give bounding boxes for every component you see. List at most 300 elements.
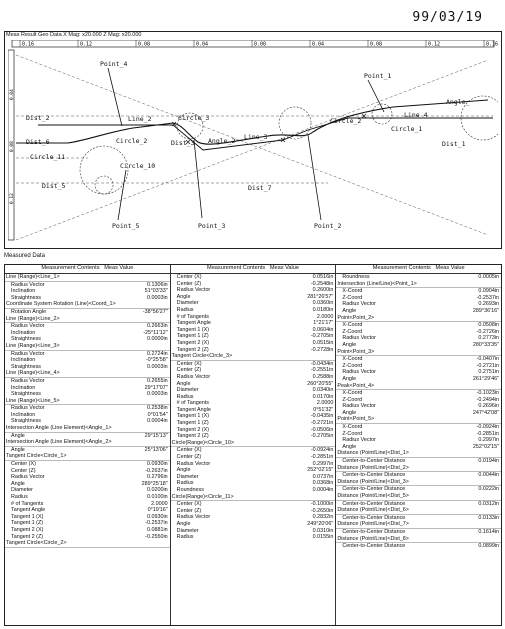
row-value: 281°26'57" — [307, 293, 334, 300]
row-label: Center (X) — [176, 447, 202, 454]
table-row — [336, 431, 501, 438]
row-label: Straightness — [11, 363, 41, 370]
row-label: Tangent 1 (Z) — [176, 333, 209, 340]
table-row — [5, 364, 170, 371]
row-value: -0.2637in — [145, 467, 168, 474]
row-value: 0.0003in — [146, 363, 168, 370]
row-label: Roundness — [342, 274, 370, 280]
row-value: -0.2728in — [310, 346, 334, 353]
label-line-4: Line_4 — [404, 111, 428, 119]
table-row — [171, 480, 336, 487]
row-label: Center-to-Center Distance — [342, 458, 406, 465]
x-tick-label: 0.16 — [486, 41, 498, 48]
row-value: 0.0100in — [146, 494, 168, 500]
table-row — [5, 540, 170, 548]
table-row — [336, 521, 501, 529]
x-tick-label: 0.00 — [254, 41, 267, 48]
row-label: Point<Point_3> — [337, 348, 375, 355]
row-value: 0.0899in — [478, 543, 500, 550]
point-4-leader — [108, 68, 122, 126]
row-label: Angle — [176, 380, 191, 387]
row-label: Radius Vector — [176, 373, 211, 380]
row-label: # of Tangents — [11, 500, 44, 507]
table-row — [336, 369, 501, 376]
label-circle-1: Circle_1 — [391, 125, 423, 133]
row-value — [116, 439, 170, 446]
label-line-3: Line_3 — [244, 133, 268, 141]
y-tick-label: 0.12 — [10, 193, 15, 204]
row-label: X-Coord — [342, 390, 363, 397]
row-value: 252°02'15" — [472, 443, 500, 450]
table-row — [336, 515, 501, 522]
connector-lines — [108, 68, 384, 220]
label-point-3: Point_3 — [198, 222, 226, 230]
row-value: -0.2548in — [310, 280, 334, 287]
row-label: Rotation Angle — [11, 308, 47, 315]
table-row — [5, 527, 170, 534]
row-label: Tangent Circle<Circle_2> — [6, 540, 67, 547]
row-value: 2.0000 — [316, 313, 334, 320]
row-label: Center (Z) — [176, 367, 202, 374]
plot-title: Meas Result Geo Data X Mag: x20.000 Z Mag: x20.000 — [6, 32, 142, 38]
table-row — [5, 288, 170, 295]
row-value: 0.0005in — [478, 274, 500, 280]
row-label: Line (Range)<Line_3> — [6, 342, 60, 349]
table-row — [171, 467, 336, 474]
row-value: 0.0000in — [146, 336, 168, 343]
x-tick-label: 0.08 — [370, 41, 383, 48]
point-1-leader — [368, 80, 384, 112]
circle-10-shape — [80, 146, 128, 194]
row-label: Z-Coord — [342, 430, 363, 437]
circle-2-shape — [279, 107, 311, 139]
row-label: Intersection Angle (Line Element)<Angle_2> — [6, 439, 112, 446]
row-label: Tangent 2 (Z) — [176, 433, 209, 440]
row-value — [447, 315, 501, 322]
row-label: Roundness — [176, 487, 204, 493]
row-value: 0.2997in — [312, 460, 334, 467]
row-value — [447, 281, 501, 288]
table-row — [336, 529, 501, 536]
table-row — [336, 363, 501, 370]
row-value: 0.0310in — [312, 527, 334, 534]
row-value: -0.2721in — [310, 420, 334, 427]
row-label: Straightness — [11, 391, 41, 398]
table-row — [171, 501, 336, 508]
table-row — [171, 433, 336, 440]
table-row — [336, 335, 501, 342]
table-row — [336, 308, 501, 315]
row-label: Tangent 1 (Z) — [11, 520, 44, 527]
row-value: 0.2724in — [146, 350, 168, 357]
row-value: 280°33'35" — [472, 341, 500, 348]
row-label: Tangent 1 (Z) — [176, 420, 209, 427]
row-label: Tangent 2 (Z) — [11, 533, 44, 540]
row-value: 0.0180in — [312, 306, 334, 313]
table-row — [171, 413, 336, 420]
row-label: Tangent 2 (X) — [176, 339, 210, 346]
row-label: Angle — [342, 307, 357, 314]
row-label: Center (X) — [11, 461, 36, 468]
row-label: Angle — [342, 341, 357, 348]
row-label: Radius Vector — [342, 301, 376, 308]
table-row — [5, 295, 170, 302]
row-value: 2.0000 — [316, 400, 334, 407]
table-row — [336, 315, 501, 323]
row-value: 0.0604in — [312, 326, 334, 333]
row-value: 247°42'08" — [472, 409, 500, 416]
measured-data-label: Measured Data — [4, 253, 46, 259]
label-point-2: Point_2 — [314, 222, 342, 230]
row-value — [281, 440, 335, 447]
table-row — [336, 281, 501, 289]
row-label: Angle — [176, 293, 191, 300]
x-tick-label: 0.12 — [80, 41, 93, 48]
row-label: Distance (Point/Line)<Dist_6> — [337, 507, 409, 514]
row-value: 0.2663in — [146, 323, 168, 330]
row-value — [447, 465, 501, 472]
table-row — [336, 397, 501, 404]
row-label: Line (Range)<Line_4> — [6, 370, 60, 377]
row-label: Center (Z) — [11, 467, 36, 474]
row-value — [447, 383, 501, 390]
report-date: 99/03/19 — [412, 10, 483, 25]
table-row — [171, 307, 336, 314]
label-point-4: Point_4 — [100, 60, 128, 68]
table-row — [171, 407, 336, 414]
row-value — [116, 301, 170, 308]
row-value: 0.0930in — [146, 461, 168, 468]
row-label: Distance (Point/Line)<Dist_1> — [337, 450, 409, 457]
row-label: Radius — [11, 494, 28, 500]
table-row — [336, 543, 501, 550]
row-value: 0.2751in — [478, 369, 500, 376]
column-header: Measurement Contents Meas Value — [336, 265, 501, 274]
row-label: Radius Vector — [176, 460, 211, 467]
label-point-1: Point_1 — [364, 72, 392, 80]
table-row — [5, 282, 170, 289]
row-value — [116, 274, 170, 281]
label-dist-2: Dist_2 — [26, 114, 50, 122]
table-row — [336, 437, 501, 444]
row-value: -0.2550in — [145, 533, 168, 540]
row-value: 0.0508in — [478, 322, 500, 329]
table-row — [5, 398, 170, 406]
row-label: Center-to-Center Distance — [342, 486, 406, 493]
table-row — [171, 274, 336, 281]
table-row — [171, 508, 336, 515]
table-row — [5, 405, 170, 412]
table-row — [336, 349, 501, 357]
table-row — [336, 322, 501, 329]
row-value: 0.0360in — [312, 300, 334, 307]
table-row — [336, 424, 501, 431]
row-value — [447, 349, 501, 356]
reference-lines — [16, 55, 493, 240]
table-row — [336, 465, 501, 473]
table-row — [5, 501, 170, 508]
row-value: 0.2773in — [478, 335, 500, 342]
row-label: Center (Z) — [176, 280, 202, 287]
row-label: Center-to-Center Distance — [342, 500, 406, 507]
row-value: 0.0003in — [146, 294, 168, 301]
column-header: Measurement Contents Meas Value — [5, 265, 170, 274]
table-row — [336, 486, 501, 493]
table-row — [5, 274, 170, 282]
row-value: 0.0194in — [478, 458, 500, 465]
table-row — [336, 383, 501, 391]
table-row — [171, 353, 336, 361]
table-row — [336, 403, 501, 410]
table-row — [171, 381, 336, 388]
table-row — [171, 294, 336, 301]
table-row — [336, 410, 501, 417]
row-label: Diameter — [176, 473, 199, 480]
circles — [80, 96, 498, 194]
row-value: 0.0222in — [478, 486, 500, 493]
row-value — [447, 450, 501, 457]
row-label: Center-to-Center Distance — [342, 514, 406, 521]
table-row — [5, 507, 170, 514]
table-row — [5, 514, 170, 521]
table-row — [336, 507, 501, 515]
table-row — [5, 534, 170, 541]
row-label: Straightness — [11, 336, 41, 343]
row-value: -0.2494in — [476, 396, 500, 403]
row-label: Radius Vector — [11, 350, 45, 357]
table-row — [336, 536, 501, 544]
table-row — [5, 301, 170, 309]
row-value: 0.2796in — [146, 474, 168, 481]
row-value: -0.0924in — [476, 424, 500, 431]
row-value: 0.0155in — [312, 534, 334, 541]
row-label: Angle — [342, 443, 357, 450]
row-value: -0.2537in — [476, 294, 500, 301]
table-row — [5, 439, 170, 447]
row-value: 0.0312in — [478, 500, 500, 507]
row-value: -0.2726in — [476, 328, 500, 335]
row-value: 0.0904in — [478, 288, 500, 295]
table-row — [5, 323, 170, 330]
table-row — [171, 347, 336, 354]
x-tick-label: 0.16 — [22, 41, 35, 48]
row-label: Radius Vector — [176, 287, 211, 294]
row-value — [116, 398, 170, 405]
point-2-leader — [308, 135, 321, 220]
row-value: 25°13'06" — [144, 446, 168, 453]
table-row — [336, 444, 501, 451]
row-value — [281, 353, 335, 360]
row-value: -0.2851in — [476, 430, 500, 437]
x-axis-ticks — [20, 40, 498, 48]
table-row — [336, 501, 501, 508]
row-label: Diameter — [176, 527, 199, 534]
row-label: Center-to-Center Distance — [342, 528, 406, 535]
row-label: Center-to-Center Distance — [342, 472, 406, 479]
row-value: -0.1000in — [310, 501, 334, 508]
row-value: -25°11'12" — [143, 329, 168, 336]
row-value: 0.0516in — [312, 274, 334, 280]
row-label: Radius Vector — [11, 377, 45, 384]
table-row — [5, 385, 170, 392]
row-value: 252°02'15" — [307, 467, 334, 474]
label-dist-3: Dist_3 — [171, 139, 195, 147]
row-label: Circle(Range)<Circle_11> — [171, 493, 234, 500]
row-label: Center (X) — [176, 501, 202, 508]
row-value — [447, 416, 501, 423]
table-row — [336, 342, 501, 349]
table-row — [171, 327, 336, 334]
table-row — [5, 357, 170, 364]
row-value: -0.0506in — [310, 426, 334, 433]
y-tick-label: 0.08 — [10, 141, 15, 152]
table-row — [5, 433, 170, 440]
row-label: Angle — [342, 409, 357, 416]
row-value: 0.1614in — [478, 528, 500, 535]
x-tick-label: 0.04 — [196, 41, 209, 48]
row-label: # of Tangents — [176, 400, 209, 407]
row-value: 29°15'13" — [144, 432, 168, 439]
table-row — [5, 487, 170, 494]
table-column-3 — [336, 265, 501, 625]
row-label: Intersection Angle (Line Element)<Angle_1> — [6, 425, 112, 432]
label-dist-1: Dist_1 — [442, 140, 466, 148]
table-row — [5, 330, 170, 337]
table-row — [171, 314, 336, 321]
row-label: Point<Point_2> — [337, 314, 375, 321]
row-label: Center-to-Center Distance — [342, 543, 406, 550]
row-value: 0.2588in — [312, 373, 334, 380]
row-label: Radius — [176, 480, 194, 487]
row-label: Point<Point_5> — [337, 416, 375, 423]
measurement-tables — [4, 264, 502, 626]
table-row — [171, 387, 336, 394]
row-value: 0.2832in — [312, 514, 334, 521]
row-value: -0.2851in — [310, 454, 334, 461]
row-label: Diameter — [11, 487, 33, 494]
table-row — [171, 440, 336, 448]
table-row — [171, 514, 336, 521]
row-label: X-Coord — [342, 322, 363, 329]
table-row — [171, 367, 336, 374]
table-row — [5, 494, 170, 501]
table-row — [171, 474, 336, 481]
row-label: Tangent 2 (X) — [176, 426, 210, 433]
table-row — [5, 370, 170, 378]
row-label: Inclination — [11, 288, 36, 295]
row-label: Angle — [11, 480, 25, 487]
row-value: 0.2696in — [478, 403, 500, 410]
label-dist-6: Dist_6 — [26, 138, 50, 146]
row-value — [447, 536, 501, 543]
circle-11-shape — [95, 176, 113, 194]
table-row — [336, 329, 501, 336]
row-value: -38°56'27" — [142, 308, 168, 315]
table-row — [336, 479, 501, 487]
row-value: -0.2721in — [476, 362, 500, 369]
row-value: 0.0004in — [146, 418, 168, 425]
row-label: Coordinate System Rotation (Line)<Coord_1> — [6, 301, 116, 308]
table-row — [171, 447, 336, 454]
row-value: 260°20'55" — [307, 380, 334, 387]
table-row — [171, 320, 336, 327]
table-row — [171, 400, 336, 407]
row-value — [116, 316, 170, 323]
table-row — [171, 287, 336, 294]
row-label: # of Tangents — [176, 313, 209, 320]
row-value: 29°17'07" — [144, 384, 168, 391]
row-label: Tangent 2 (Z) — [176, 346, 209, 353]
row-label: Radius Vector — [342, 437, 376, 444]
row-value: 0.2655in — [146, 377, 168, 384]
table-row — [336, 458, 501, 465]
row-value: 0.0737in — [312, 473, 334, 480]
row-label: Diameter — [176, 387, 199, 394]
row-value: 0.0003in — [146, 391, 168, 398]
table-row — [5, 336, 170, 343]
row-label: X-Coord — [342, 356, 363, 363]
row-label: Radius Vector — [11, 281, 45, 288]
table-row — [5, 418, 170, 425]
row-label: Distance (Point/Line)<Dist_7> — [337, 521, 409, 528]
table-row — [5, 461, 170, 468]
row-value: 0.0340in — [312, 387, 334, 394]
row-label: Inclination — [11, 411, 36, 418]
label-dist-7: Dist_7 — [248, 184, 272, 192]
table-row — [5, 520, 170, 527]
row-label: Z-Coord — [342, 362, 363, 369]
table-row — [5, 391, 170, 398]
row-value: 51°03'33" — [144, 288, 168, 295]
row-value: 0°01'54" — [147, 411, 168, 418]
row-label: Tangent 1 (X) — [176, 413, 210, 420]
table-row — [171, 427, 336, 434]
table-row — [171, 281, 336, 288]
row-value — [116, 370, 170, 377]
row-label: Line (Range)<Line_2> — [6, 315, 60, 322]
table-row — [171, 420, 336, 427]
row-label: Z-Coord — [342, 396, 363, 403]
row-value — [447, 507, 501, 514]
table-row — [5, 447, 170, 454]
circle-1-shape — [372, 104, 392, 124]
table-column-2 — [171, 265, 337, 625]
label-angle-2: Angle_2 — [208, 137, 236, 145]
row-value: 0°51'32" — [313, 406, 334, 413]
row-value: -0.0407in — [476, 356, 500, 363]
label-circle-10: Circle_10 — [120, 162, 156, 170]
row-value: 0.2997in — [478, 437, 500, 444]
table-row — [336, 390, 501, 397]
table-row — [336, 288, 501, 295]
row-value: -0.2705in — [310, 333, 334, 340]
table-row — [171, 528, 336, 535]
row-value: -0.0924in — [310, 447, 334, 454]
row-label: Inclination — [11, 384, 36, 391]
row-value — [116, 453, 170, 460]
ref-line-b — [16, 60, 488, 240]
row-label: Angle — [176, 467, 191, 474]
row-value: -0.2551in — [310, 367, 334, 374]
row-value: 261°29'46" — [472, 375, 500, 382]
table-row — [171, 534, 336, 541]
row-label: X-Coord — [342, 288, 363, 295]
table-row — [5, 468, 170, 475]
table-row — [171, 374, 336, 381]
row-label: Straightness — [11, 294, 41, 301]
row-value: -0.0434in — [310, 360, 334, 367]
row-value: 0.0200in — [146, 487, 168, 494]
